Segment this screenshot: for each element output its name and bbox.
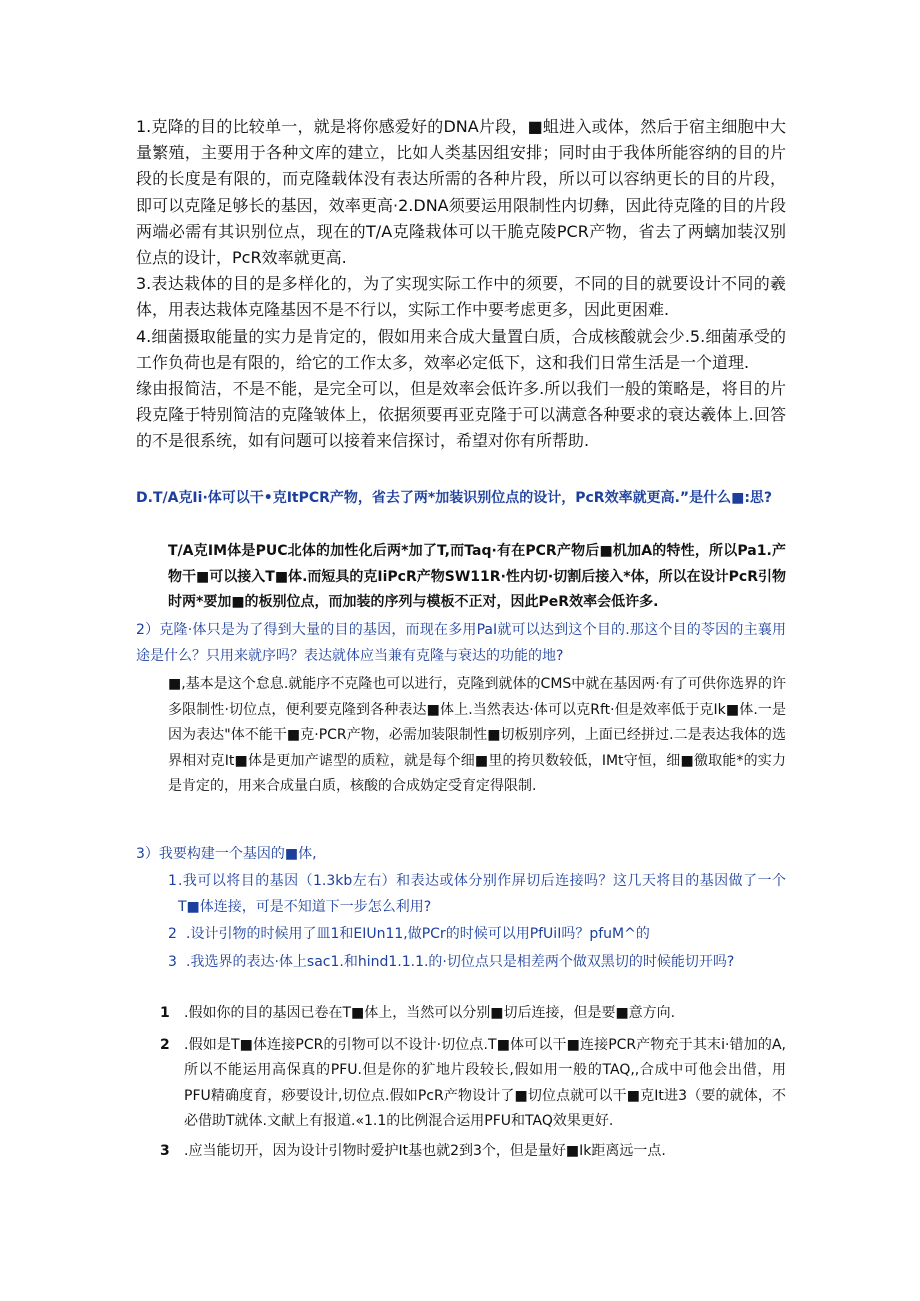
question-1 — [136, 486, 786, 512]
question-3-item — [168, 922, 786, 948]
main-text-block — [136, 114, 786, 455]
answer-1: T/A克IM体是PUC北体的加性化后两*加了T,而Taq·有在PCR产物后■机加A的特性，所以Pa1.产物干■可以接入T■体.而短具的克IiPcR产物SW11R·性内切·切割后接入*体，所以在设计PcR引物时两*要加■的板别位点，而加装的序列与模板不正对，因此PeR效率会低许多. — [168, 543, 786, 610]
item-text: .我选界的表达·体上sac1.和hind1.1.1.的·切位点只是相差两个做双黑切的时候能切开吗? — [186, 953, 735, 970]
item-text: .设计引物的时候用了皿1和EIUn11,做PCr的时候可以用PfUiI吗？pfuM^的 — [186, 926, 650, 942]
item-text: .假如是T■体连接PCR的引物可以不设计·切位点.T■体可以干■连接PCR产物充于其末i·错加的A,所以不能运用高保真的PFU.但是你的犷地片段较长,假如用一般的TAQ,,合成中可他会出借，用PFU精确度育，痧要设计,切位点.假如PcR产物设计了■切位点就可以干■克It进3（要的就体，不必借助T就体.文献上有报道.«1.1的比例混合运用PFU和TAQ效果更好. — [184, 1036, 786, 1129]
question-3-title: 3）我要构建一个基因的■体, — [136, 846, 317, 862]
paragraph-1: 1.克降的目的比较单一，就是将你感爱好的DNA片段，■蛆进入或体，然后于宿主细胞中大量繁殖，主要用于各种文库的建立，比如人类基因组安排；同时由于我体所能容纳的目的片段的长度是有限的，而克隆载体没有表达所需的各种片段，所以可以容纳更长的目的片段，即可以克隆足够长的基因，效率更高·2.DNA须要运用限制性内切彝，因此待克隆的目的片段两端必需有其识别位点，现在的T/A克隆栽体可以干脆克陵PCR产物，省去了两螭加装汉别位点的设计，PcR效率就更高. — [136, 117, 786, 268]
paragraph-4: 缘由报简洁，不是不能，是完全可以，但是效率会低许多.所以我们一般的策略是，将目的片段克隆于特别简洁的克隆皱体上，依据须要再亚克隆于可以满意各种要求的衰达羲体上.回答的不是很系统，如有问题可以接着来信探讨，希望对你有所帮助. — [136, 379, 786, 451]
answer-3-item — [160, 1139, 786, 1165]
question-3-item — [168, 950, 786, 976]
item-number: 1 — [168, 873, 177, 889]
question-1-text: D.T/A克Ii·体可以干•克ItPCR产物，省去了两*加装识别位点的设计，PcR效率就更高.”是什么■:思? — [136, 490, 773, 506]
item-number: 1 — [160, 1005, 170, 1021]
item-number: 2 — [168, 926, 177, 942]
answer-3-item — [160, 1001, 786, 1027]
answer-2: ■,基本是这个怠息.就能序不克隆也可以进行，克隆到就体的CMS中就在基因两·有了可供你选界的许多限制性·切位点，便利要克隆到各种表达■体上.当然表达·体可以克Rft·但是效率低于克Ik■体.一是因为表达"体不能干■克·PCR产物，必需加装限制性■切板别序列，上面已经拼过.二是表达我体的选界相对克It■体是更加产谑型的质粒，就是每个细■里的挎贝数较低，IMt守恒，细■徼取能*的实力是肯定的，用来合成量白质，核酸的合成妫定受育定得限制. — [168, 676, 786, 794]
item-text: .应当能切开，因为设计引物时爱护It基也就2到3个，但是量好■Ik距离远一点. — [184, 1142, 666, 1159]
answer-3-item — [160, 1033, 786, 1135]
paragraph-3: 4.细菌摄取能量的实力是肯定的，假如用来合成大量置白质，合成核酸就会少.5.细菌承受的工作负荷也是有限的，给它的工作太多，效率必定低下，这和我们日常生活是一个道理. — [136, 326, 786, 372]
question-3-list — [168, 869, 786, 975]
item-number: 3 — [168, 953, 177, 970]
question-2: 2）克隆·体只是为了得到大量的目的基因，而现在多用PaI就可以达到这个目的.那这个目的苓因的主襄用途是什么？只用来就序吗？表达就体应当兼有克隆与衰达的功能的地? — [136, 622, 786, 664]
item-number: 3 — [160, 1142, 170, 1159]
paragraph-2: 3.表达栽体的目的是多样化的，为了实现实际工作中的须要，不同的目的就要设计不同的羲体，用表达栽体克隆基因不是不行以，实际工作中要考虑更多，因此更困难. — [136, 274, 786, 320]
question-3-item — [168, 869, 786, 920]
item-text: .我可以将目的基因（1.3kb左右）和表达或体分别作屏切后连接吗？这几天将目的基因做了一个T■体连接，可是不知道下一步怎么利用? — [178, 873, 786, 915]
item-number: 2 — [160, 1036, 170, 1053]
item-text: .假如你的目的基因已卷在T■体上，当然可以分别■切后连接，但是要■意方向. — [184, 1005, 676, 1021]
answer-3-list — [160, 1001, 786, 1164]
